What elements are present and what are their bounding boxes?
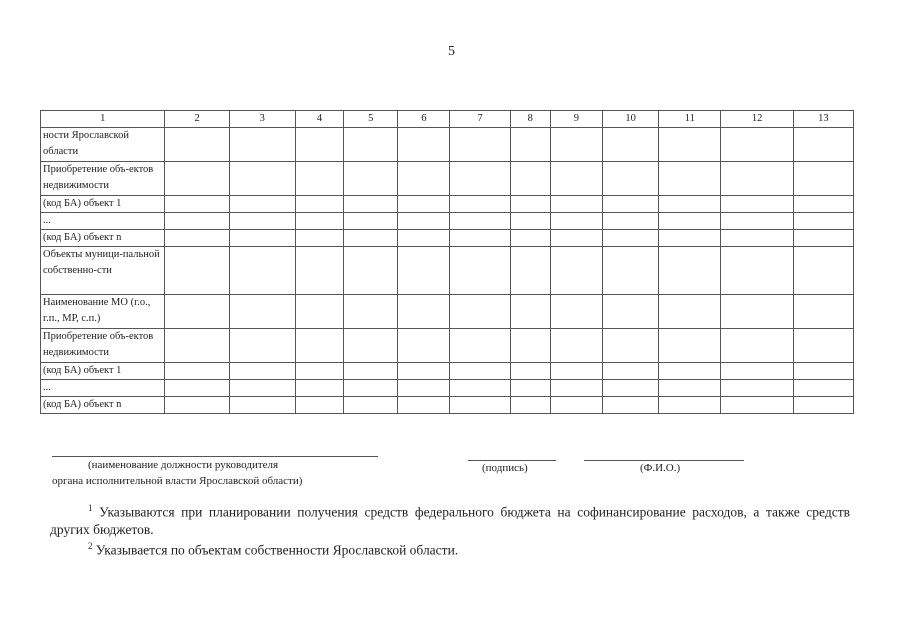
table-cell — [398, 128, 450, 162]
table-cell — [550, 295, 602, 329]
table-cell — [344, 295, 398, 329]
table-cell — [295, 295, 343, 329]
table-cell — [721, 295, 793, 329]
table-cell — [229, 295, 295, 329]
table-cell — [721, 247, 793, 295]
column-header: 1 — [41, 111, 165, 128]
row-label: Приобретение объ-ектов недвижимости — [41, 162, 165, 196]
table-cell — [398, 397, 450, 414]
table-cell — [295, 213, 343, 230]
table-row — [41, 363, 854, 380]
table-cell — [398, 380, 450, 397]
table-cell — [344, 329, 398, 363]
table-cell — [510, 380, 550, 397]
table-row — [41, 380, 854, 397]
table-cell — [165, 247, 229, 295]
table-cell — [344, 162, 398, 196]
table-cell — [550, 213, 602, 230]
table-cell — [295, 128, 343, 162]
table-cell — [229, 363, 295, 380]
table-cell — [165, 380, 229, 397]
table-cell — [603, 128, 659, 162]
table-cell — [793, 230, 853, 247]
footnotes — [50, 500, 850, 558]
table-cell — [344, 380, 398, 397]
row-label: Наименование МО (г.о., г.п., МР, с.п.) — [41, 295, 165, 329]
table-cell — [165, 196, 229, 213]
table-cell — [721, 329, 793, 363]
table-cell — [344, 196, 398, 213]
table-cell — [450, 230, 510, 247]
table-cell — [450, 196, 510, 213]
table-cell — [510, 329, 550, 363]
table-cell — [510, 162, 550, 196]
row-label: Объекты муници-пальной собственно-сти — [41, 247, 165, 295]
table-cell — [793, 213, 853, 230]
table-cell — [603, 295, 659, 329]
table-cell — [550, 397, 602, 414]
column-header: 9 — [550, 111, 602, 128]
table-row — [41, 397, 854, 414]
table-row — [41, 230, 854, 247]
table-cell — [398, 329, 450, 363]
table-cell — [603, 247, 659, 295]
table-cell — [398, 230, 450, 247]
table-cell — [603, 397, 659, 414]
table-cell — [295, 363, 343, 380]
table-cell — [450, 295, 510, 329]
table-cell — [659, 295, 721, 329]
name-line — [584, 460, 744, 461]
table-cell — [550, 380, 602, 397]
footnote-text: Указываются при планировании получения средств федерального бюджета на софинансирование расходов, а также средств других бюджетов. — [50, 504, 850, 537]
column-header: 5 — [344, 111, 398, 128]
table-cell — [295, 397, 343, 414]
table-cell — [165, 295, 229, 329]
table-cell — [344, 363, 398, 380]
page-number: 5 — [448, 44, 455, 59]
position-label-line1: (наименование должности руководителя — [88, 459, 279, 471]
table-row — [41, 162, 854, 196]
table-cell — [398, 162, 450, 196]
table-cell — [229, 230, 295, 247]
row-label: (код БА) объект 1 — [41, 196, 165, 213]
table-cell — [603, 162, 659, 196]
table-cell — [344, 230, 398, 247]
table-cell — [165, 397, 229, 414]
table-cell — [659, 230, 721, 247]
table-header-row — [41, 111, 854, 128]
table-cell — [510, 213, 550, 230]
table-cell — [229, 128, 295, 162]
row-label: Приобретение объ-ектов недвижимости — [41, 329, 165, 363]
table-cell — [450, 128, 510, 162]
position-label-line2: органа исполнительной власти Ярославской области) — [52, 475, 303, 487]
table-cell — [659, 397, 721, 414]
table-cell — [450, 247, 510, 295]
table-cell — [344, 397, 398, 414]
footnote-1 — [50, 500, 850, 538]
row-label: (код БА) объект n — [41, 230, 165, 247]
table-cell — [295, 329, 343, 363]
table-cell — [603, 196, 659, 213]
table-cell — [659, 380, 721, 397]
table-cell — [510, 128, 550, 162]
table-row — [41, 213, 854, 230]
table-cell — [721, 162, 793, 196]
table-cell — [721, 213, 793, 230]
table-cell — [721, 196, 793, 213]
table-cell — [603, 230, 659, 247]
table-cell — [550, 162, 602, 196]
table-cell — [603, 213, 659, 230]
column-header: 13 — [793, 111, 853, 128]
table-cell — [165, 162, 229, 196]
table-cell — [165, 128, 229, 162]
column-header: 6 — [398, 111, 450, 128]
table-cell — [398, 213, 450, 230]
footnote-2 — [50, 538, 850, 559]
table-cell — [550, 363, 602, 380]
table-cell — [398, 247, 450, 295]
table-cell — [295, 162, 343, 196]
table-cell — [398, 196, 450, 213]
column-header: 12 — [721, 111, 793, 128]
table-cell — [793, 128, 853, 162]
table-cell — [510, 295, 550, 329]
table-cell — [398, 295, 450, 329]
table-cell — [510, 196, 550, 213]
column-header: 3 — [229, 111, 295, 128]
table-cell — [450, 329, 510, 363]
table-cell — [229, 329, 295, 363]
table-cell — [659, 128, 721, 162]
data-table — [40, 110, 854, 414]
table-cell — [721, 128, 793, 162]
table-cell — [603, 329, 659, 363]
table-cell — [165, 329, 229, 363]
row-label: ... — [41, 213, 165, 230]
table-cell — [165, 230, 229, 247]
table-cell — [793, 380, 853, 397]
table-cell — [450, 380, 510, 397]
column-header: 10 — [603, 111, 659, 128]
table-cell — [721, 230, 793, 247]
column-header: 4 — [295, 111, 343, 128]
table-cell — [659, 213, 721, 230]
table-cell — [550, 128, 602, 162]
signature-label: (подпись) — [482, 462, 528, 474]
table-cell — [344, 128, 398, 162]
table-cell — [398, 363, 450, 380]
table-cell — [229, 196, 295, 213]
position-signature-line — [52, 456, 378, 457]
table-cell — [295, 380, 343, 397]
table-cell — [510, 363, 550, 380]
column-header: 11 — [659, 111, 721, 128]
table-cell — [603, 380, 659, 397]
table-cell — [793, 196, 853, 213]
name-label: (Ф.И.О.) — [640, 462, 681, 474]
table-cell — [793, 329, 853, 363]
table-cell — [165, 363, 229, 380]
signature-line — [468, 460, 556, 461]
table-cell — [229, 213, 295, 230]
table-cell — [450, 162, 510, 196]
table-cell — [295, 247, 343, 295]
table-cell — [510, 230, 550, 247]
table-cell — [510, 397, 550, 414]
table-cell — [344, 247, 398, 295]
row-label: ... — [41, 380, 165, 397]
row-label: (код БА) объект n — [41, 397, 165, 414]
table-cell — [165, 213, 229, 230]
table-cell — [510, 247, 550, 295]
table-row — [41, 247, 854, 295]
table-cell — [295, 230, 343, 247]
table-row — [41, 329, 854, 363]
table-cell — [793, 162, 853, 196]
table-cell — [550, 196, 602, 213]
table-cell — [550, 329, 602, 363]
table-cell — [550, 230, 602, 247]
table-cell — [721, 363, 793, 380]
table-cell — [603, 363, 659, 380]
table-cell — [793, 247, 853, 295]
table-cell — [793, 397, 853, 414]
table-cell — [793, 295, 853, 329]
table-cell — [295, 196, 343, 213]
footnote-mark: 1 — [88, 503, 93, 513]
table-cell — [793, 363, 853, 380]
table-cell — [659, 196, 721, 213]
table-cell — [229, 162, 295, 196]
column-header: 7 — [450, 111, 510, 128]
table-cell — [344, 213, 398, 230]
row-label: (код БА) объект 1 — [41, 363, 165, 380]
column-header: 2 — [165, 111, 229, 128]
table-cell — [229, 380, 295, 397]
table-cell — [550, 247, 602, 295]
table-row — [41, 128, 854, 162]
table-cell — [721, 397, 793, 414]
table-cell — [721, 380, 793, 397]
table-row — [41, 196, 854, 213]
column-header: 8 — [510, 111, 550, 128]
table-row — [41, 295, 854, 329]
table-cell — [659, 162, 721, 196]
table-cell — [659, 247, 721, 295]
table-cell — [450, 213, 510, 230]
table-cell — [659, 363, 721, 380]
table-cell — [450, 363, 510, 380]
table-cell — [229, 397, 295, 414]
table-cell — [659, 329, 721, 363]
table-cell — [450, 397, 510, 414]
footnote-text: Указывается по объектам собственности Ярославской области. — [95, 542, 459, 557]
footnote-mark: 2 — [88, 540, 93, 551]
table-cell — [229, 247, 295, 295]
row-label: ности Ярославской области — [41, 128, 165, 162]
